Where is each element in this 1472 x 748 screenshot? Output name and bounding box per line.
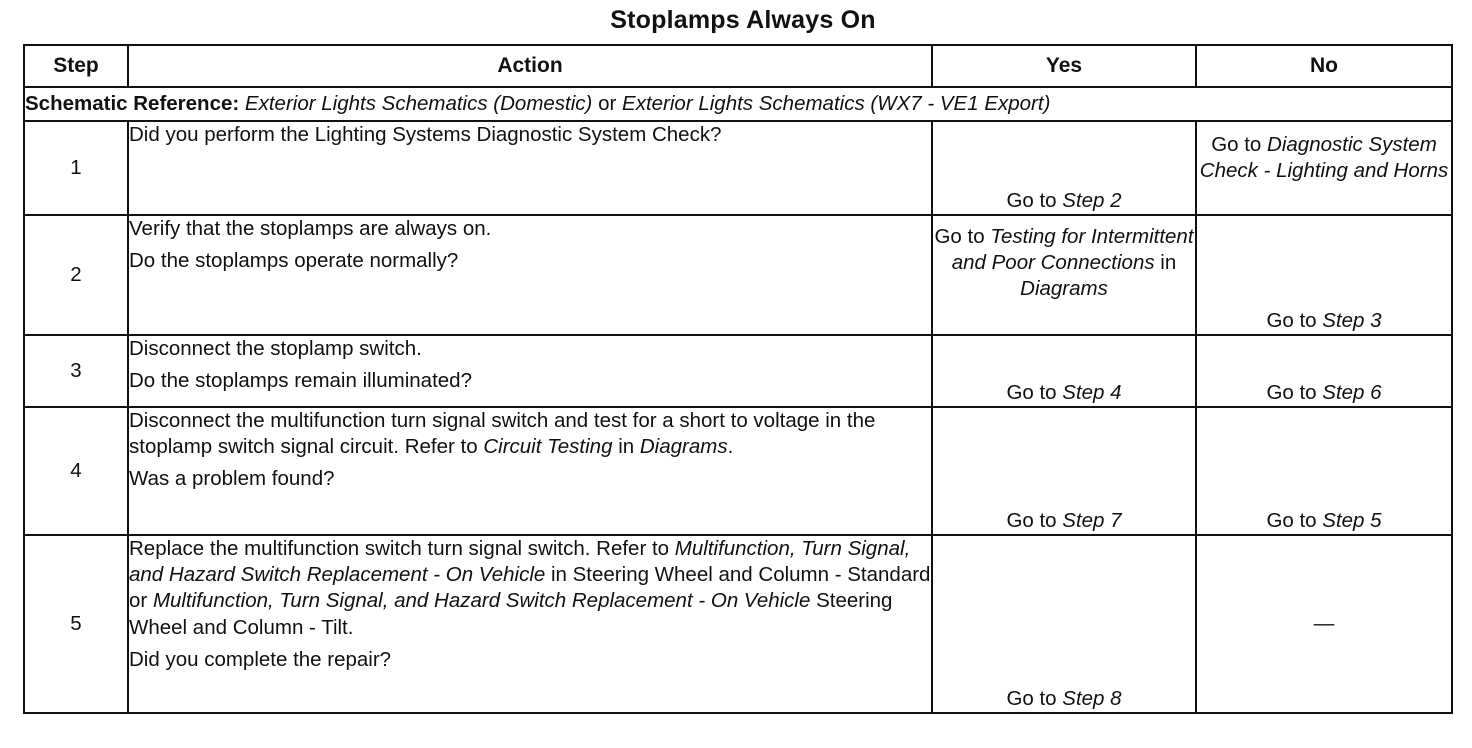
action-link-diagrams[interactable]: Diagrams — [639, 435, 728, 459]
action-link-replacement-tilt[interactable]: Multifunction, Turn Signal, and Hazard Switch Replacement - On Vehicle — [152, 589, 811, 613]
yes-prefix: Go to — [1006, 380, 1057, 404]
step-number: 1 — [24, 121, 128, 215]
no-link-step-5[interactable]: Step 5 — [1322, 508, 1382, 532]
action-text: Disconnect the multifunction turn signal switch and test for a short to voltage in the stoplamp switch signal circuit. Refer to — [129, 409, 876, 459]
yes-link-step-2[interactable]: Step 2 — [1062, 188, 1122, 212]
no-link-diagnostic-system-check[interactable]: Diagnostic System Check - Lighting and Horns — [1199, 133, 1449, 183]
action-question: Did you complete the repair? — [129, 647, 392, 671]
action-cell — [128, 535, 932, 713]
action-instruction — [129, 408, 931, 460]
action-instruction — [129, 536, 931, 641]
no-cell — [1196, 335, 1452, 407]
schematic-reference-label: Schematic Reference: — [25, 91, 240, 115]
action-in-tilt: Steering Wheel and Column - Tilt. — [129, 589, 893, 639]
action-question: Do the stoplamps remain illuminated? — [129, 369, 472, 393]
yes-link-step-8[interactable]: Step 8 — [1062, 686, 1122, 710]
no-link-step-6[interactable]: Step 6 — [1322, 380, 1382, 404]
action-cell — [128, 335, 932, 407]
schematic-reference — [24, 87, 1452, 121]
no-prefix: Go to — [1266, 308, 1317, 332]
action-instruction: Disconnect the stoplamp switch. — [129, 337, 422, 360]
step-number: 2 — [24, 215, 128, 335]
header-row — [24, 45, 1452, 87]
step-number: 4 — [24, 407, 128, 535]
yes-cell — [932, 121, 1196, 215]
action-in: in — [618, 435, 635, 459]
yes-link-step-7[interactable]: Step 7 — [1062, 508, 1122, 532]
no-link-step-3[interactable]: Step 3 — [1322, 308, 1382, 332]
yes-prefix: Go to — [934, 225, 985, 248]
table-row — [24, 335, 1452, 407]
header-action: Action — [128, 45, 932, 87]
no-dash: — — [1313, 611, 1335, 635]
yes-cell — [932, 215, 1196, 335]
step-number: 3 — [24, 335, 128, 407]
yes-cell — [932, 535, 1196, 713]
no-cell — [1196, 535, 1452, 713]
yes-prefix: Go to — [1006, 508, 1057, 532]
step-number: 5 — [24, 535, 128, 713]
header-step: Step — [24, 45, 128, 87]
no-prefix: Go to — [1266, 380, 1317, 404]
yes-cell — [932, 335, 1196, 407]
yes-mid: in — [1160, 251, 1177, 275]
action-question: Do the stoplamps operate normally? — [129, 249, 459, 273]
no-cell — [1196, 407, 1452, 535]
no-cell — [1196, 215, 1452, 335]
action-cell — [128, 121, 932, 215]
action-question: Was a problem found? — [129, 467, 335, 491]
schematic-or: or — [598, 91, 617, 115]
yes-link-step-4[interactable]: Step 4 — [1062, 380, 1122, 404]
yes-prefix: Go to — [1006, 686, 1057, 710]
action-question: Did you perform the Lighting Systems Diagnostic System Check? — [129, 123, 722, 146]
table-row — [24, 121, 1452, 215]
table-row — [24, 215, 1452, 335]
action-instruction: Verify that the stoplamps are always on. — [129, 217, 492, 240]
schematic-link-export[interactable]: Exterior Lights Schematics (WX7 - VE1 Export) — [622, 91, 1051, 115]
action-in-standard: in Steering Wheel and Column - Standard or — [129, 563, 931, 613]
no-cell — [1196, 121, 1452, 215]
no-prefix: Go to — [1266, 508, 1317, 532]
schematic-reference-row — [24, 87, 1452, 121]
yes-link-diagrams[interactable]: Diagrams — [1020, 277, 1108, 301]
page-title: Stoplamps Always On — [610, 6, 876, 34]
action-period: . — [727, 435, 734, 459]
action-link-replacement-standard[interactable]: Multifunction, Turn Signal, and Hazard Switch Replacement - On Vehicle — [129, 537, 911, 587]
table-row — [24, 407, 1452, 535]
action-text: Replace the multifunction switch turn signal switch. Refer to — [129, 537, 670, 560]
action-cell — [128, 407, 932, 535]
yes-link-testing-intermittent[interactable]: Testing for Intermittent and Poor Connections — [951, 225, 1194, 275]
header-yes: Yes — [932, 45, 1196, 87]
header-no: No — [1196, 45, 1452, 87]
yes-prefix: Go to — [1006, 188, 1057, 212]
diagnostic-table — [23, 44, 1453, 714]
no-prefix: Go to — [1211, 133, 1262, 156]
yes-cell — [932, 407, 1196, 535]
table-row — [24, 535, 1452, 713]
action-link-circuit-testing[interactable]: Circuit Testing — [483, 435, 613, 459]
action-cell — [128, 215, 932, 335]
schematic-link-domestic[interactable]: Exterior Lights Schematics (Domestic) — [244, 91, 593, 115]
